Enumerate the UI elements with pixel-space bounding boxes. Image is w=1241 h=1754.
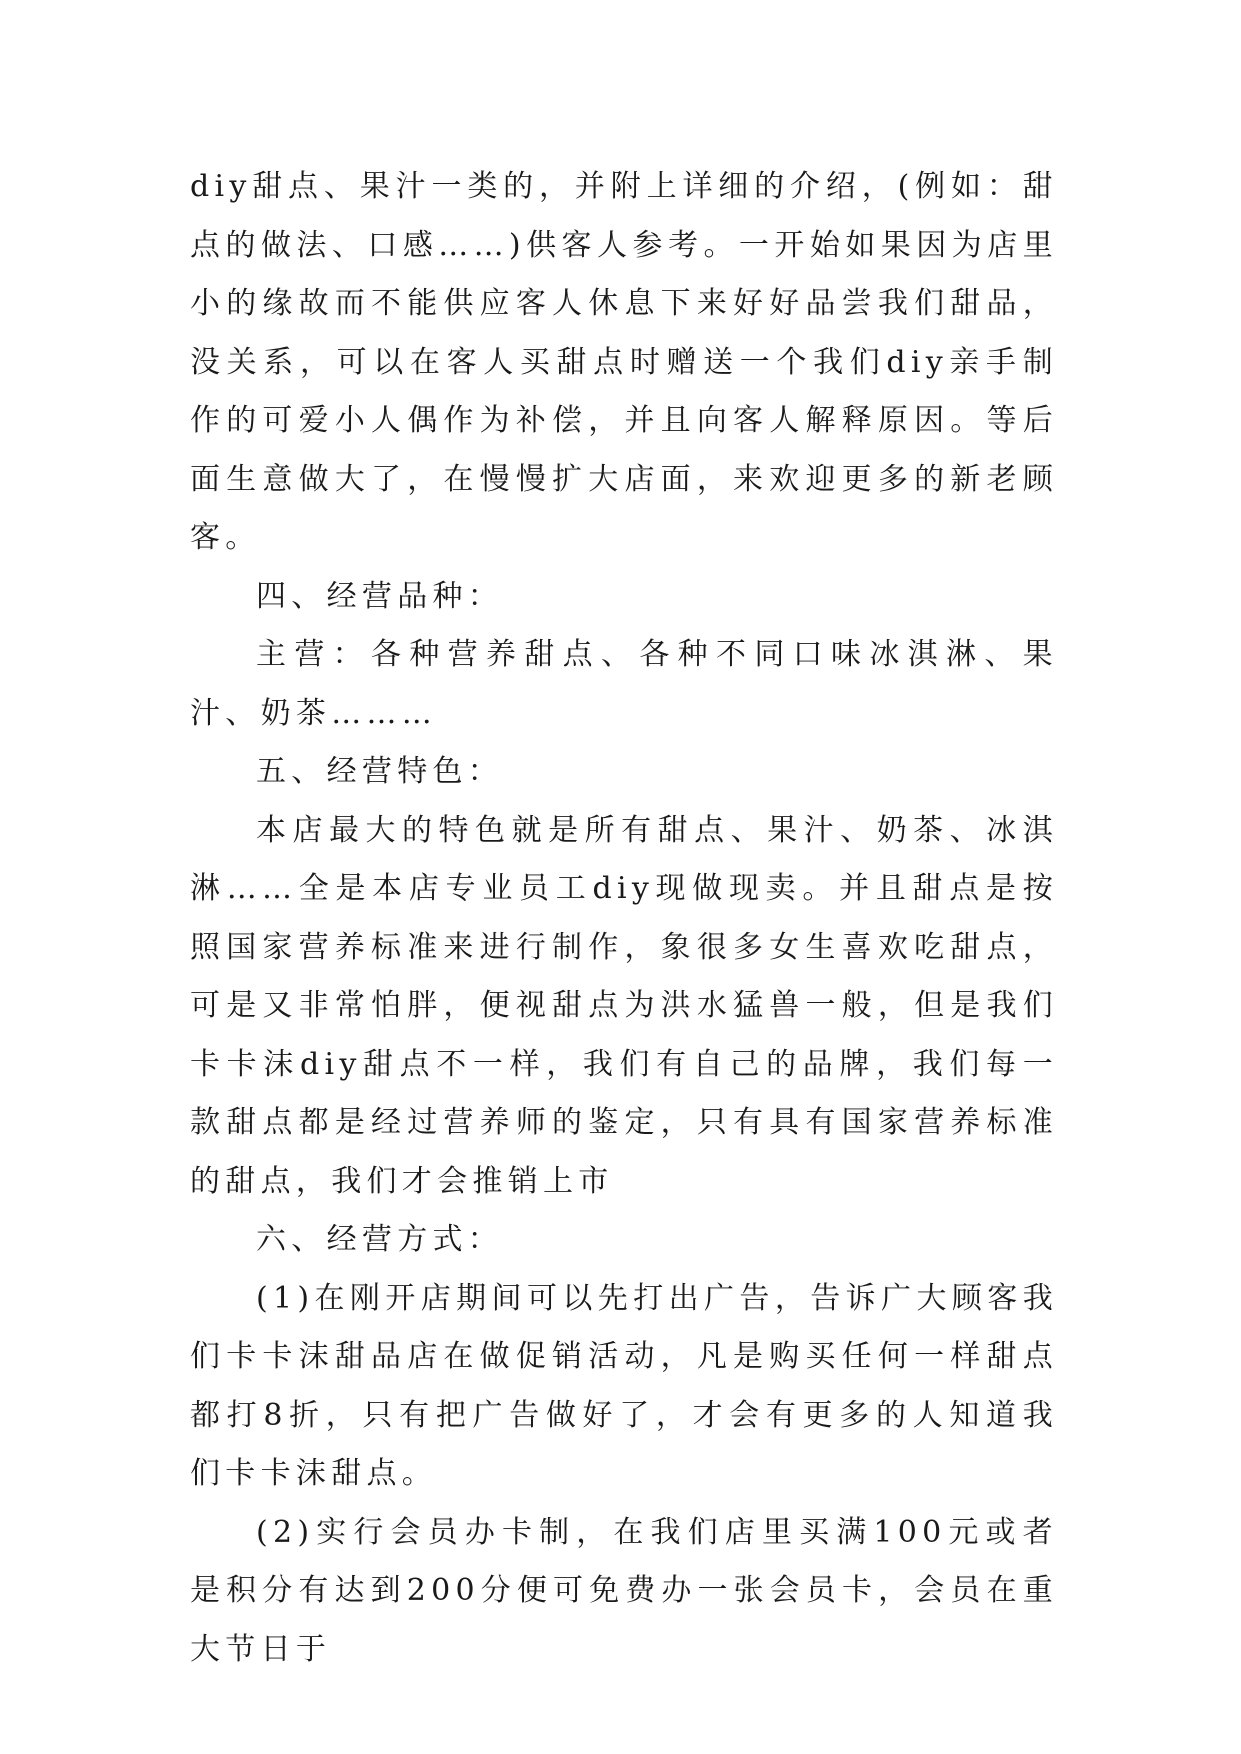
paragraph-method-1: (1)在刚开店期间可以先打出广告，告诉广大顾客我们卡卡沫甜品店在做促销活动，凡是购买任何一样甜点都打8折，只有把广告做好了，才会有更多的人知道我们卡卡沫甜点。 — [190, 1280, 1058, 1491]
heading-business-methods: 六、经营方式： — [256, 1222, 504, 1257]
paragraph-intro: diy甜点、果汁一类的，并附上详细的介绍，(例如：甜点的做法、口感……)供客人参考。一开始如果因为店里小的缘故而不能供应客人休息下来好好品尝我们甜品，没关系，可以在客人买甜点时赠送一个我们diy亲手制作的可爱小人偶作为补偿，并且向客人解释原因。等后面生意做大了，在慢慢扩大店面，来欢迎更多的新老顾客。 — [190, 169, 1058, 555]
heading-business-features: 五、经营特色： — [256, 754, 504, 789]
paragraph-method-2: (2)实行会员办卡制，在我们店里买满100元或者是积分有达到200分便可免费办一张会员卡，会员在重大节日于 — [190, 1514, 1058, 1667]
heading-business-varieties: 四、经营品种： — [256, 578, 504, 614]
document-body — [190, 158, 1058, 1679]
paragraph-features: 本店最大的特色就是所有甜点、果汁、奶茶、冰淇淋……全是本店专业员工diy现做现卖。并且甜点是按照国家营养标准来进行制作，象很多女生喜欢吃甜点，可是又非常怕胖，便视甜点为洪水猛兽一般，但是我们卡卡沫diy甜点不一样，我们有自己的品牌，我们每一款甜点都是经过营养师的鉴定，只有具有国家营养标准的甜点，我们才会推销上市 — [190, 812, 1058, 1199]
paragraph-main-products: 主营：各种营养甜点、各种不同口味冰淇淋、果汁、奶茶……… — [190, 637, 1058, 731]
